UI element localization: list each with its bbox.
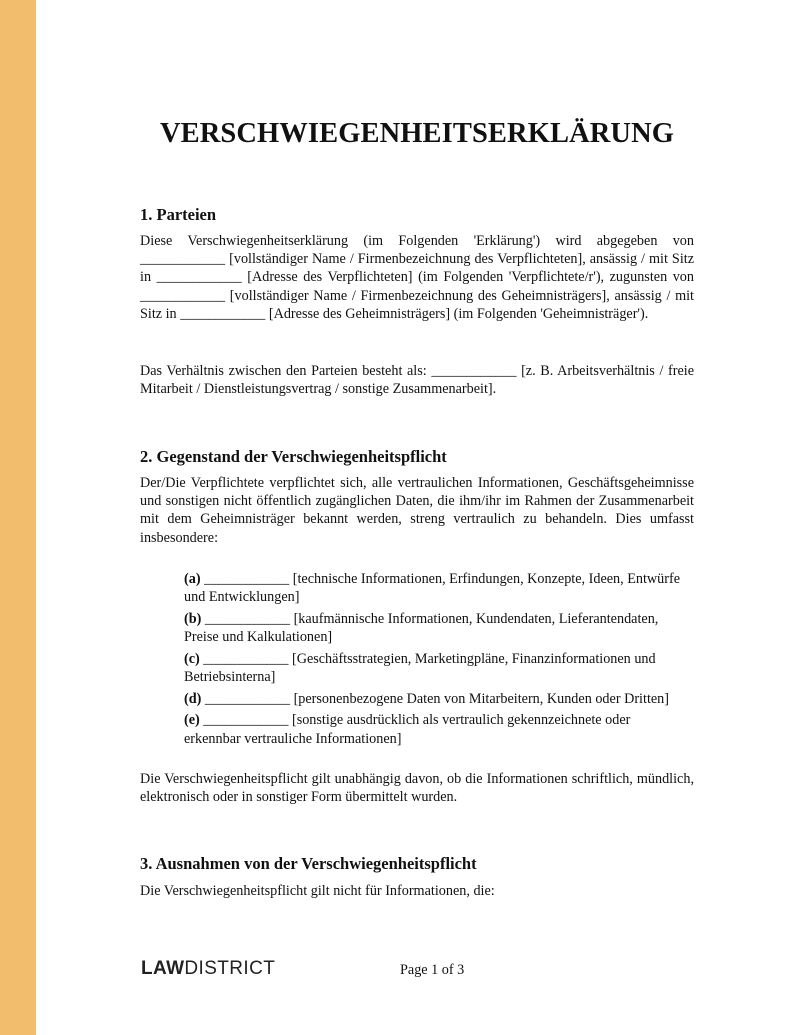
section-heading-parteien: 1. Parteien [140,205,217,224]
lawdistrict-logo [141,958,275,980]
confidential-items-list [184,570,684,751]
list-item-text: ____________ [personenbezogene Daten von Mitarbeitern, Kunden oder Dritten] [201,690,669,707]
list-item [184,690,684,708]
list-item [184,650,684,686]
paragraph-verhaeltnis: Das Verhältnis zwischen den Parteien besteht als: ____________ [z. B. Arbeitsverhältnis / freie Mitarbeit / Dienstleistungsvertrag / sonstige Zusammenarbeit]. [140,363,694,398]
section-heading-gegenstand: 2. Gegenstand der Verschwiegenheitspflicht [140,447,447,466]
list-item-text: ____________ [technische Informationen, Erfindungen, Konzepte, Ideen, Entwürfe und Entwicklungen] [184,571,681,606]
list-item-text: ____________ [kaufmännische Informationen, Kundendaten, Lieferantendaten, Preise und Kalkulationen] [184,610,659,646]
list-item [184,610,684,646]
logo-law: LAW [141,958,185,979]
list-item-text: ____________ [sonstige ausdrücklich als vertraulich gekennzeichnete oder erkennbar vertrauliche Informationen] [184,712,631,747]
list-item-label: (e) [184,712,200,729]
list-item-text: ____________ [Geschäftsstrategien, Marketingpläne, Finanzinformationen und Betriebsinterna] [184,650,656,686]
side-accent-bar [0,0,36,1035]
paragraph-form-independence: Die Verschwiegenheitspflicht gilt unabhängig davon, ob die Informationen schriftlich, mündlich, elektronisch oder in sonstiger Form übermittelt wurden. [140,771,694,806]
list-item-label: (c) [184,650,200,667]
page-number: Page 1 of 3 [400,962,465,978]
section-heading-ausnahmen: 3. Ausnahmen von der Verschwiegenheitspflicht [140,854,477,873]
document-title: VERSCHWIEGENHEITSERKLÄRUNG [159,118,675,149]
list-item-label: (d) [184,690,202,707]
paragraph-ausnahmen: Die Verschwiegenheitspflicht gilt nicht für Informationen, die: [140,883,495,899]
logo-district: DISTRICT [184,958,276,979]
list-item-label: (a) [184,571,201,587]
list-item [184,711,684,747]
paragraph-parteien: Diese Verschwiegenheitserklärung (im Folgenden 'Erklärung') wird abgegeben von ____________ [vollständiger Name / Firmenbezeichnung des Verpflichteten], ansässig / mit Sitz in ____________ [Adresse des Verpflichteten] (im Folgenden 'Verpflichtete/r'), zugunsten von ____________ [vollständiger Name / Firmenbezeichnung des Geheimnisträgers], ansässig / mit Sitz in ____________ [Adresse des Geheimnisträgers] (im Folgenden 'Geheimnisträger'). [140,233,694,322]
paragraph-gegenstand: Der/Die Verpflichtete verpflichtet sich, alle vertraulichen Informationen, Geschäftsgeheimnisse und sonstigen nicht öffentlich zugänglichen Daten, die ihm/ihr im Rahmen der Zusammenarbeit mit dem Geheimnisträger bekannt werden, streng vertraulich zu behandeln. Dies umfasst insbesondere: [140,475,694,546]
list-item [184,570,684,606]
list-item-label: (b) [184,610,202,627]
